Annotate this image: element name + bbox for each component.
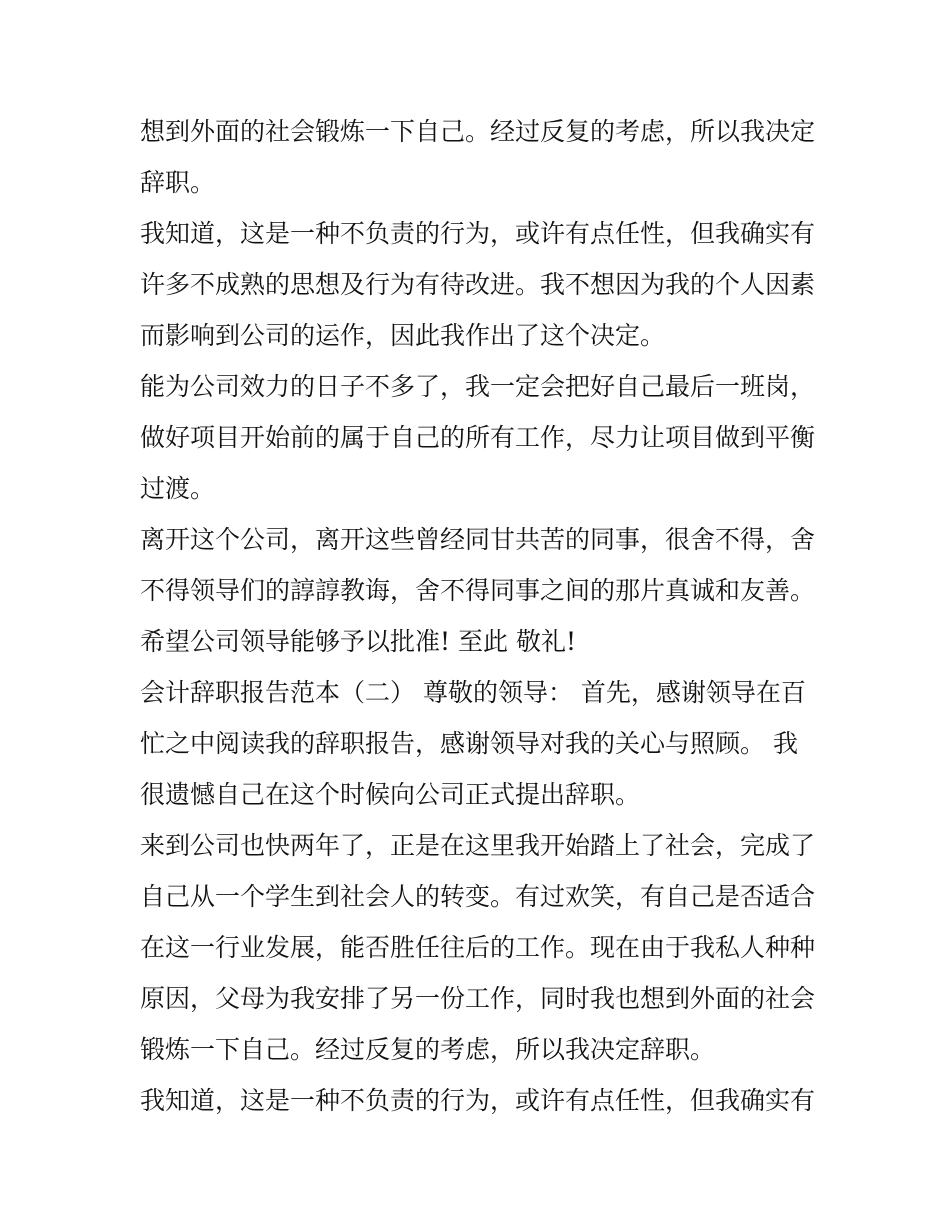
paragraph-6 — [140, 667, 812, 820]
paragraph-1 — [140, 106, 816, 208]
text-line: 辞职。 — [140, 168, 216, 197]
text-line: 不得领导们的諄諄教诲，舍不得同事之间的那片真诚和友善。 — [140, 576, 816, 605]
paragraph-7 — [140, 820, 816, 1075]
document-body — [140, 106, 816, 1126]
text-line: 希望公司领导能够予以批准! 至此 敬礼! — [140, 627, 576, 656]
text-line: 会计辞职报告范本（二） 尊敬的领导： 首先，感谢领导在百 — [140, 678, 806, 707]
text-line: 我知道，这是一种不负责的行为，或许有点任性，但我确实有 — [140, 1086, 816, 1115]
paragraph-8 — [140, 1075, 816, 1126]
text-line: 我知道，这是一种不负责的行为，或许有点任性，但我确实有 — [140, 219, 816, 248]
paragraph-5 — [140, 616, 812, 667]
text-line: 来到公司也快两年了，正是在这里我开始踏上了社会，完成了 — [140, 831, 816, 860]
text-line: 原因，父母为我安排了另一份工作，同时我也想到外面的社会 — [140, 984, 816, 1013]
text-line: 过渡。 — [140, 474, 216, 503]
text-line: 离开这个公司，离开这些曾经同甘共苦的同事，很舍不得，舍 — [140, 525, 816, 554]
text-line: 忙之中阅读我的辞职报告，感谢领导对我的关心与照顾。 我 — [140, 729, 798, 758]
text-line: 能为公司效力的日子不多了，我一定会把好自己最后一班岗， — [140, 372, 816, 401]
text-line: 在这一行业发展，能否胜任往后的工作。现在由于我私人种种 — [140, 933, 816, 962]
paragraph-4 — [140, 514, 816, 616]
text-line: 自己从一个学生到社会人的转变。有过欢笑，有自己是否适合 — [140, 882, 816, 911]
text-line: 而影响到公司的运作，因此我作出了这个决定。 — [140, 321, 666, 350]
paragraph-3 — [140, 361, 816, 514]
text-line: 做好项目开始前的属于自己的所有工作，尽力让项目做到平衡 — [140, 423, 816, 452]
text-line: 很遗憾自己在这个时候向公司正式提出辞职。 — [140, 780, 641, 809]
text-line: 想到外面的社会锻炼一下自己。经过反复的考虑，所以我决定 — [140, 117, 816, 146]
text-line: 许多不成熟的思想及行为有待改进。我不想因为我的个人因素 — [140, 270, 816, 299]
paragraph-2 — [140, 208, 816, 361]
text-line: 锻炼一下自己。经过反复的考虑，所以我决定辞职。 — [140, 1035, 716, 1064]
